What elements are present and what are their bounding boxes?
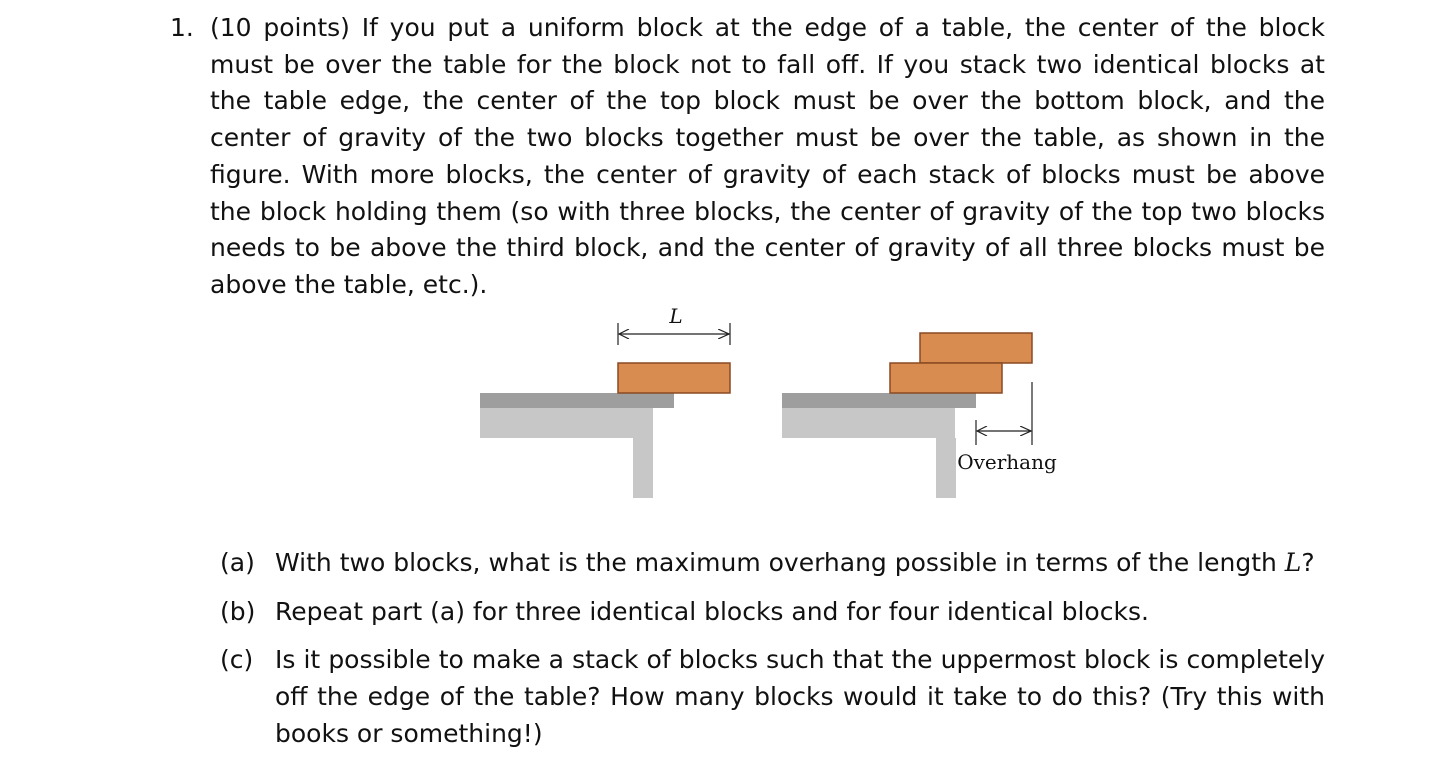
overhang-label: Overhang (957, 450, 1057, 474)
top-block (920, 333, 1032, 363)
part-text: Repeat part (a) for three identical blocks and for four identical blocks. (275, 596, 1149, 626)
problem-statement: (10 points) If you put a uniform block at the edge of a table, the center of the block must be over the table for the block not to fall off. If you stack two identical blocks at the table edge, the center of the top block must be over the bottom block, and the center of gravity of the two blocks together must be over the table, as shown in the figure. With more blocks, the center of gravity of each stack of blocks must be above the block holding them (so with three blocks, the center of gravity of the top two blocks needs to be above the third block, and the center of gravity of all three blocks must be above the table, etc.). (210, 13, 1325, 299)
table-leg (936, 438, 956, 498)
two-block-table (782, 333, 1057, 498)
part-label: (b) (220, 596, 256, 626)
part-label: (a) (220, 548, 255, 577)
part-text: With two blocks, what is the maximum overhang possible in terms of the length (275, 548, 1285, 577)
part-b (220, 594, 1325, 631)
table-body (782, 408, 955, 438)
blocks-diagram (470, 300, 1070, 510)
table-top (480, 393, 674, 408)
part-label: (c) (220, 645, 254, 675)
problem-number: 1. (170, 13, 194, 42)
part-c (220, 642, 1325, 752)
blocks-figure (470, 300, 1070, 510)
part-a (220, 545, 1325, 582)
table-body (480, 408, 653, 438)
table-top (782, 393, 976, 408)
table-leg (633, 438, 653, 498)
length-variable: L (1284, 548, 1302, 577)
sub-questions (220, 545, 1325, 765)
part-text: Is it possible to make a stack of blocks such that the uppermost block is completely off the edge of the table? How many blocks would it take to do this? (Try this with books or something!) (275, 645, 1325, 748)
bottom-block (890, 363, 1002, 393)
part-text-end: ? (1301, 548, 1315, 577)
length-label: L (669, 304, 683, 328)
single-block-table (480, 304, 730, 498)
block (618, 363, 730, 393)
